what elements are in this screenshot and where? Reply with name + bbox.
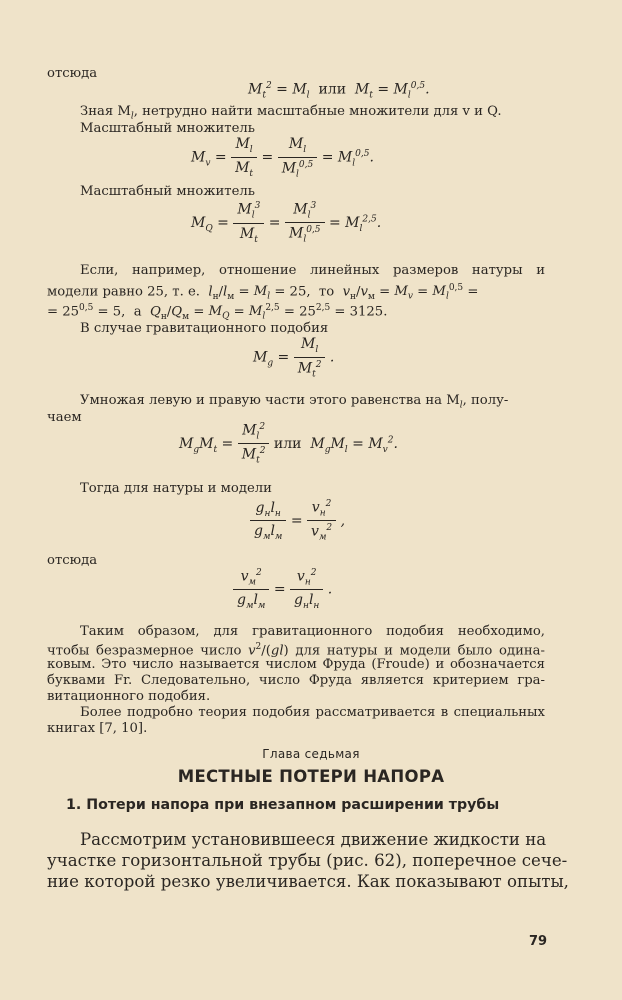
equation-or: или: [318, 81, 347, 98]
equation-mv: $M_v$ = $\frac{M_l}{M_t}$ = $\frac{M_l}{M_l^{0,5}}$ = $M_l^{0,5}$.: [191, 136, 374, 180]
text-line: Умножая левую и правую части этого равенства на $M_l$, полу-: [80, 393, 509, 411]
equation-froude-equality: $\frac{v_м^2}{g_мl_м}$ = $\frac{v_н^2}{g_нl_н}$ .: [233, 568, 332, 611]
text-line: модели равно 25, т. е. $l_н/l_м = M_l = 25$, то $v_н/v_м = M_v = M_l^{0,5}$ =: [47, 283, 479, 303]
equation-froude-ratio: $\frac{g_нl_н}{g_мl_м}$ = $\frac{v_н^2}{v_м^2}$ ,: [250, 499, 345, 543]
text-line: Таким образом, для гравитационного подобия необходимо,: [80, 624, 545, 639]
chapter-label: Глава седьмая: [262, 747, 360, 761]
text-line: Зная $M_l$, нетрудно найти масштабные множители для v и Q.: [80, 104, 502, 122]
page-number: 79: [529, 934, 548, 949]
text-line: буквами Fr. Следовательно, число Фруда является критерием гра-: [47, 673, 545, 688]
text-line: В случае гравитационного подобия: [80, 321, 329, 336]
chapter-title: МЕСТНЫЕ ПОТЕРИ НАПОРА: [177, 767, 445, 786]
body-line: участке горизонтальной трубы (рис. 62), поперечное сече-: [47, 851, 568, 870]
text-line: витационного подобия.: [47, 689, 211, 704]
text-line: чтобы безразмерное число $v^2/(gl)$ для натуры и модели было одина-: [47, 642, 545, 659]
equation-mt-ml: $M_t^2 = M_l$ или $M_t = M_l^{0,5}$.: [248, 81, 430, 101]
text-line: Тогда для натуры и модели: [80, 481, 272, 496]
text-line: отсюда: [47, 553, 98, 568]
equation-mg: $M_g$ = $\frac{M_l}{M_t^2}$ .: [253, 336, 335, 380]
text-line: отсюда: [47, 66, 98, 81]
equation-or: или: [273, 435, 302, 452]
text-line: книгах [7, 10].: [47, 721, 148, 736]
text-line: Масштабный множитель: [80, 121, 255, 136]
text-line: чаем: [47, 410, 82, 425]
equation-mgmt: $M_gM_t$ = $\frac{M_l^2}{M_t^2}$ или $M_gM_l = M_v^2$.: [179, 422, 398, 466]
body-line: Рассмотрим установившееся движение жидкости на: [80, 830, 547, 849]
section-heading: 1. Потери напора при внезапном расширении трубы: [66, 797, 500, 813]
equation-mq: $M_Q$ = $\frac{M_l^3}{M_t}$ = $\frac{M_l^3}{M_l^{0,5}}$ = $M_l^{2,5}$.: [191, 201, 382, 245]
body-line: ние которой резко увеличивается. Как показывают опыты,: [47, 872, 569, 891]
text-line: ковым. Это число называется числом Фруда (Froude) и обозначается: [47, 657, 545, 672]
text-line: Масштабный множитель: [80, 184, 255, 199]
text-line: Более подробно теория подобия рассматривается в специальных: [80, 705, 545, 720]
text-line: = $25^{0,5} = 5$, а $Q_н/Q_м = M_Q = M_l^{2,5} = 25^{2,5} = 3125$.: [47, 303, 388, 323]
text-line: Если, например, отношение линейных размеров натуры и: [80, 263, 545, 278]
